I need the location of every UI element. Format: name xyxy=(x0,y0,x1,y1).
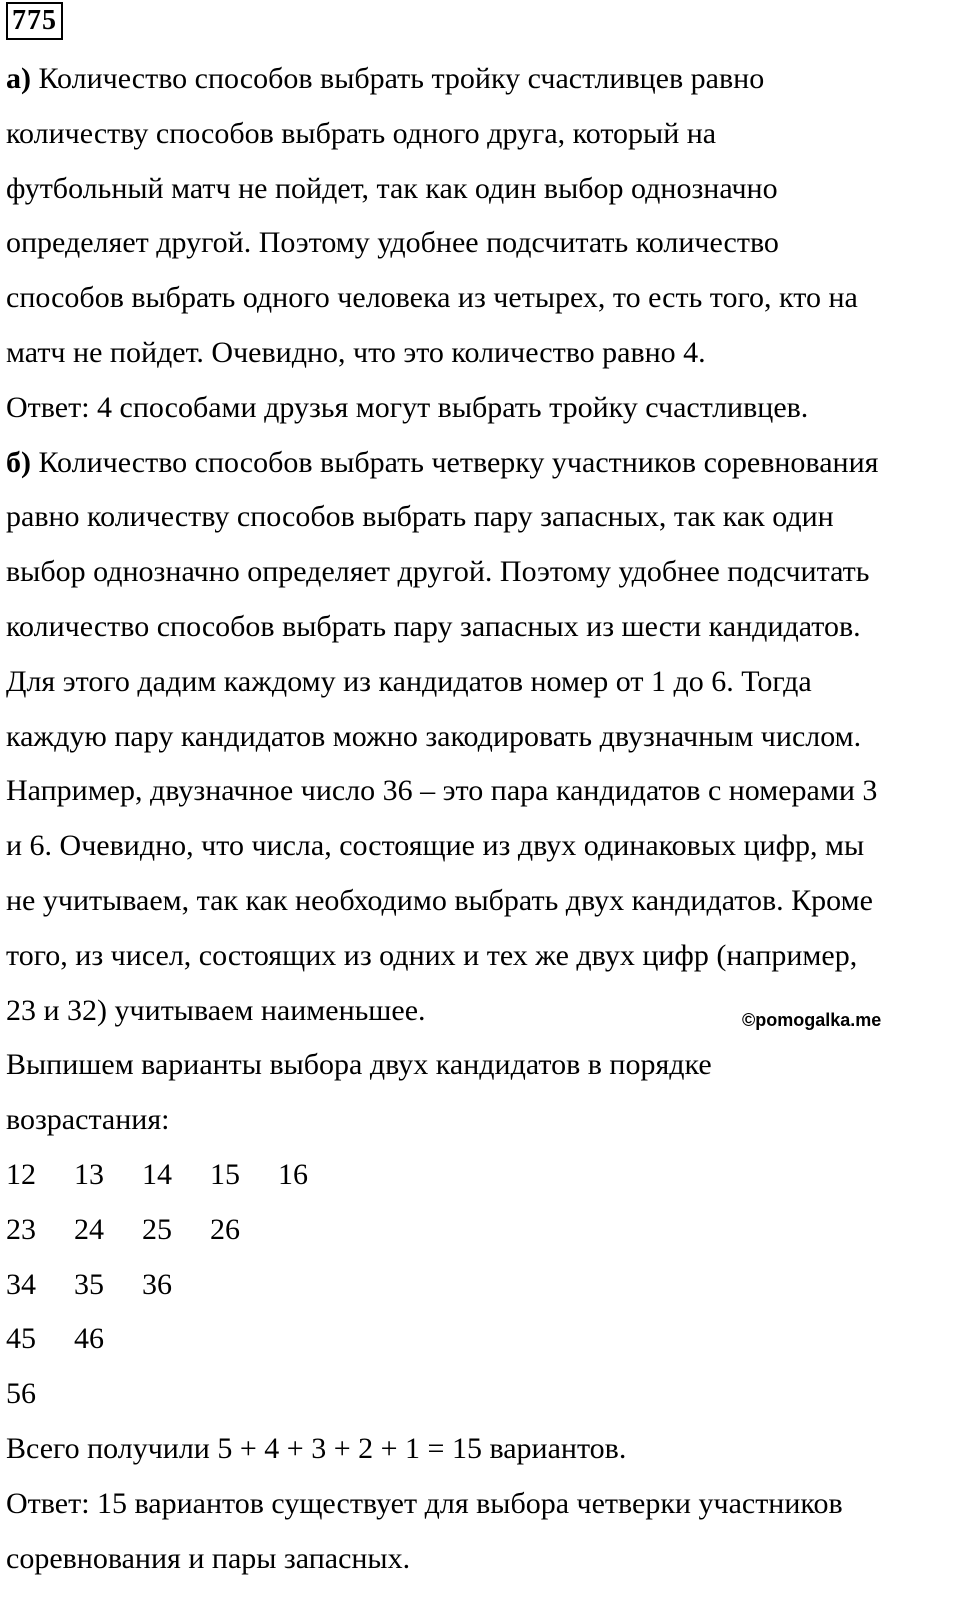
part-a-label: а) xyxy=(6,62,31,95)
pair-number: 13 xyxy=(74,1157,104,1191)
part-b-answer: соревнования и пары запасных. xyxy=(6,1541,411,1575)
part-b-text: Количество способов выбрать четверку участников соревнования xyxy=(31,445,879,479)
pair-number: 34 xyxy=(6,1267,36,1301)
pair-number: 12 xyxy=(6,1157,36,1191)
part-b-line: Выпишем варианты выбора двух кандидатов в порядке xyxy=(6,1048,712,1082)
part-b-line: и 6. Очевидно, что числа, состоящие из двух одинаковых цифр, мы xyxy=(6,829,865,863)
part-b-label: б) xyxy=(6,445,31,479)
pair-number: 15 xyxy=(210,1157,240,1191)
part-b-line: выбор однозначно определяет другой. Поэтому удобнее подсчитать xyxy=(6,555,870,589)
part-a-line xyxy=(6,52,956,107)
part-b-line: возрастания: xyxy=(6,1103,170,1137)
pair-number: 36 xyxy=(142,1267,172,1301)
part-b-line: Для этого дадим каждому из кандидатов номер от 1 до 6. Тогда xyxy=(6,664,812,698)
pair-number: 26 xyxy=(210,1212,240,1246)
part-b-line: не учитываем, так как необходимо выбрать двух кандидатов. Кроме xyxy=(6,883,873,917)
part-a-line: способов выбрать одного человека из четырех, то есть того, кто на xyxy=(6,281,858,315)
part-b-line: количество способов выбрать пару запасных из шести кандидатов. xyxy=(6,609,861,643)
part-b-answer: Ответ: 15 вариантов существует для выбора четверки участников xyxy=(6,1486,843,1520)
problem-number: 775 xyxy=(12,5,57,36)
problem-number-box xyxy=(6,2,63,40)
part-b-line: каждую пару кандидатов можно закодировать двузначным числом. xyxy=(6,719,862,753)
pair-number: 14 xyxy=(142,1157,172,1191)
solution-text xyxy=(6,52,956,1586)
part-a-line: футбольный матч не пойдет, так как один выбор однозначно xyxy=(6,171,778,205)
part-a-answer: Ответ: 4 способами друзья могут выбрать тройку счастливцев. xyxy=(6,390,809,424)
part-b-line: того, из чисел, состоящих из одних и тех же двух цифр (например, xyxy=(6,938,858,972)
part-a-text: Количество способов выбрать тройку счастливцев равно xyxy=(31,62,765,95)
part-a-line: определяет другой. Поэтому удобнее подсчитать количество xyxy=(6,226,779,260)
part-b-line: равно количеству способов выбрать пару запасных, так как один xyxy=(6,500,834,534)
number-table-row xyxy=(6,1203,956,1258)
watermark: ©pomogalka.me xyxy=(742,1010,882,1030)
pair-number: 24 xyxy=(74,1212,104,1246)
part-a-line: количеству способов выбрать одного друга, который на xyxy=(6,116,717,150)
number-table-row xyxy=(6,1148,956,1203)
part-a-line: матч не пойдет. Очевидно, что это количество равно 4. xyxy=(6,335,706,369)
part-b-line: 23 и 32) учитываем наименьшее. xyxy=(6,993,426,1027)
pair-number: 25 xyxy=(142,1212,172,1246)
number-table-row xyxy=(6,1367,956,1422)
pair-number: 16 xyxy=(278,1157,308,1191)
number-table-row xyxy=(6,1258,956,1313)
part-b-line: Например, двузначное число 36 – это пара кандидатов с номерами 3 xyxy=(6,774,878,808)
pair-number: 45 xyxy=(6,1322,36,1356)
pair-number: 23 xyxy=(6,1212,36,1246)
total-line: Всего получили 5 + 4 + 3 + 2 + 1 = 15 вариантов. xyxy=(6,1431,627,1465)
part-b-line xyxy=(6,436,956,491)
pair-number: 56 xyxy=(6,1377,36,1411)
pair-number: 46 xyxy=(74,1322,104,1356)
number-table-row xyxy=(6,1312,956,1367)
pair-number: 35 xyxy=(74,1267,104,1301)
